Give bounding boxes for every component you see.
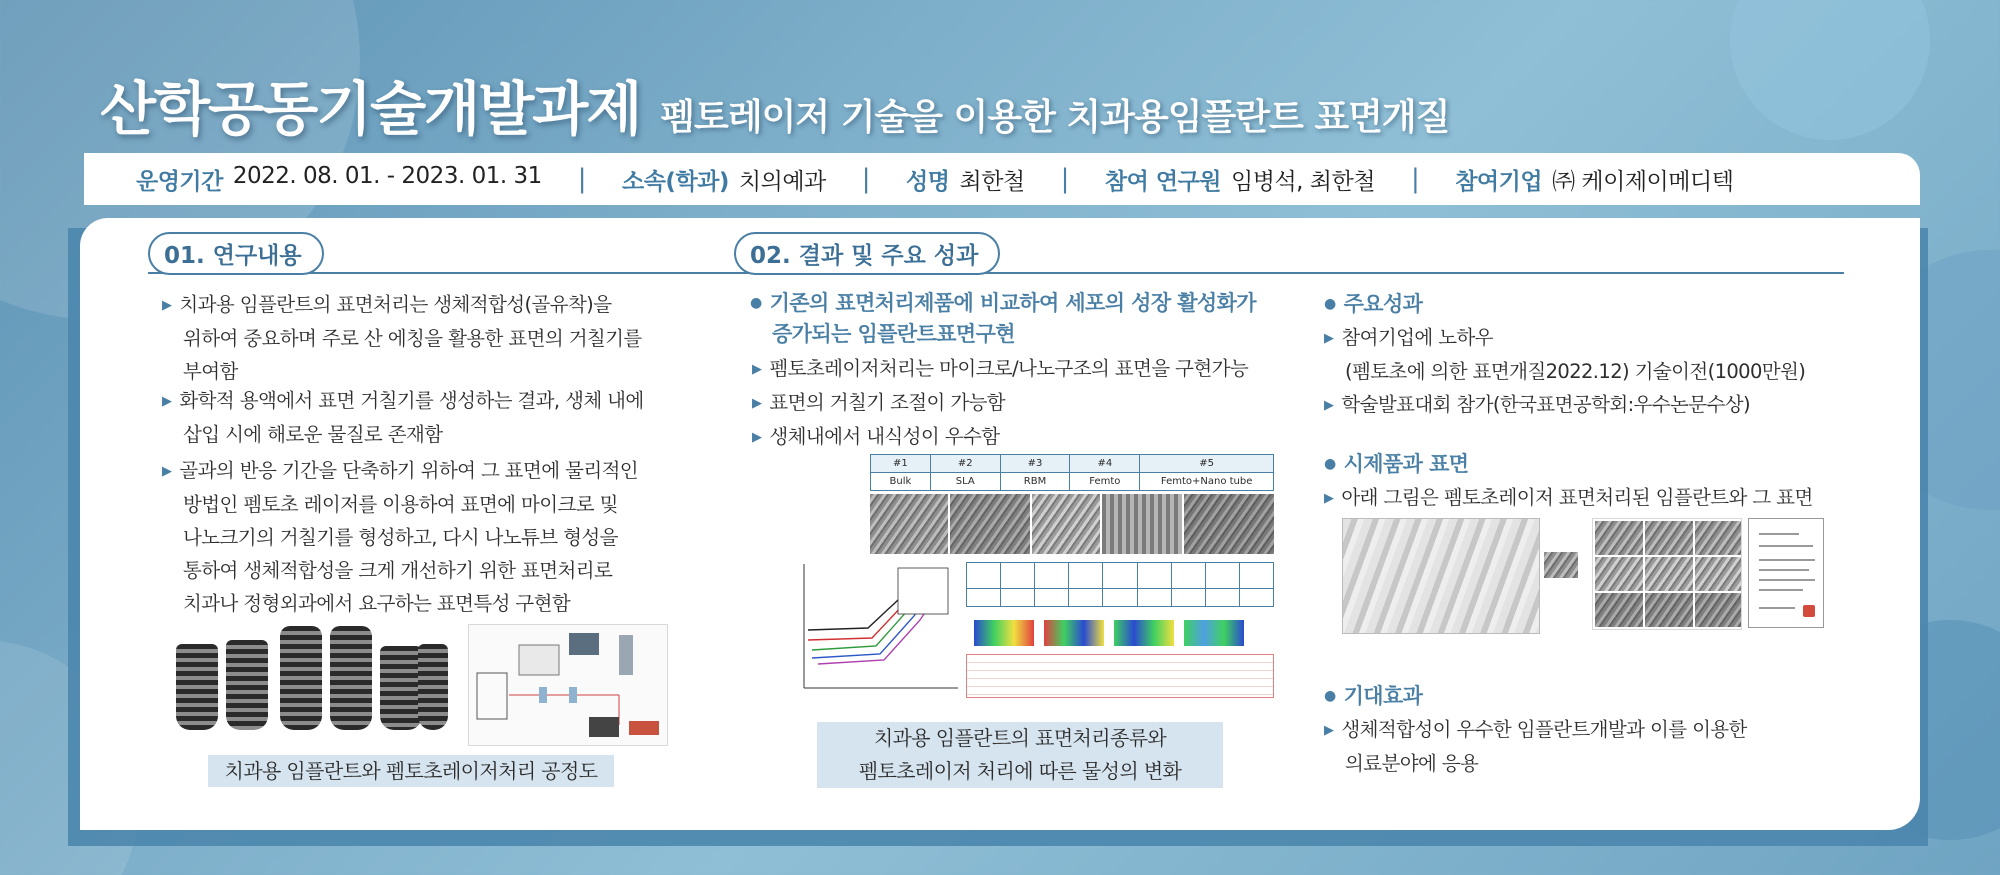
sample-label: Femto (1070, 473, 1140, 491)
info-divider: | (1060, 164, 1069, 194)
bullet-line: 위하여 중요하며 주로 산 에칭을 활용한 표면의 거칠기를 (183, 327, 642, 350)
project-info-bar (84, 153, 1920, 205)
info-value: ㈜ 케이제이메디텍 (1552, 168, 1734, 195)
sem-image (1595, 593, 1643, 627)
triangle-bullet-icon: ▶ (1324, 398, 1334, 413)
bullet-line: 표면의 거칠기 조절이 가능함 (769, 391, 1006, 414)
info-key: 참여기업 (1455, 168, 1543, 195)
info-company (1455, 163, 1733, 196)
bullet-line: 학술발표대회 참가(한국표면공학회:우수논문수상) (1341, 393, 1750, 416)
figure-caption (817, 722, 1223, 788)
triangle-bullet-icon: ▶ (1324, 723, 1334, 738)
bullet-line: 화학적 용액에서 표면 거칠기를 생성하는 결과, 생체 내에 (179, 389, 644, 412)
sem-image (1032, 494, 1100, 554)
triangle-bullet-icon: ▶ (1324, 491, 1334, 506)
info-value: 최한철 (959, 168, 1025, 195)
surface-treatment-figure (788, 454, 1274, 702)
implant-image (176, 644, 218, 730)
bullet-line: 방법인 펨토초 레이저를 이용하여 표면에 마이크로 및 (183, 493, 618, 516)
subsection-heading: 주요성과 (1343, 292, 1423, 316)
bullet-line: 치과용 임플란트의 표면처리는 생체적합성(골유착)을 (179, 293, 612, 316)
sample-label: Bulk (871, 473, 931, 491)
triangle-bullet-icon: ▶ (752, 430, 762, 445)
prototype-section (1324, 448, 1864, 515)
triangle-bullet-icon: ▶ (162, 464, 172, 479)
info-period (136, 163, 542, 196)
sem-image (1184, 494, 1274, 554)
bullet-line: 치과나 정형외과에서 요구하는 표면특성 구현함 (183, 592, 571, 615)
bullet-line: 참여기업에 노하우 (1341, 326, 1493, 349)
bullet-line: (펨토초에 의한 표면개질2022.12) 기술이전(1000만원) (1345, 360, 1806, 383)
results-lead (750, 288, 1310, 349)
research-bullet (162, 288, 722, 388)
surface-map (974, 620, 1034, 646)
seal-stamp (1803, 605, 1815, 617)
info-key: 소속(학과) (622, 168, 729, 195)
content-panel (80, 218, 1920, 830)
info-key: 참여 연구원 (1104, 168, 1222, 195)
section-title: 01. 연구내용 (148, 232, 324, 275)
bullet-line: 생체내에서 내식성이 우수함 (769, 425, 1000, 448)
section-title: 02. 결과 및 주요 성과 (734, 232, 1000, 275)
research-bullet (162, 384, 722, 451)
bullet-line: 통하여 생체적합성을 크게 개선하기 위한 표면처리로 (183, 559, 613, 582)
research-bullet (162, 454, 722, 620)
bullet-line: 부여함 (183, 360, 238, 383)
surface-sem-grid (1592, 518, 1742, 630)
sample-label: RBM (1000, 473, 1070, 491)
bg-decoration (1730, 0, 1930, 140)
roughness-table (966, 562, 1274, 607)
info-value: 2022. 08. 01. - 2023. 01. 31 (232, 162, 542, 189)
section-header-results (734, 232, 1844, 274)
caption-line: 치과용 임플란트의 표면처리종류와 (873, 726, 1167, 750)
sem-image (1645, 593, 1693, 627)
sem-image (950, 494, 1030, 554)
bullet-line: 생체적합성이 우수한 임플란트개발과 이를 이용한 (1341, 718, 1747, 741)
figure-caption: 치과용 임플란트와 펨토초레이저처리 공정도 (208, 755, 614, 787)
info-value: 임병석, 최한철 (1231, 168, 1375, 195)
results-bullets (752, 352, 1312, 454)
info-divider: | (1410, 164, 1420, 194)
triangle-bullet-icon: ▶ (162, 298, 172, 313)
caption-line: 펨토초레이저 처리에 따른 물성의 변화 (858, 759, 1182, 783)
sem-image (1695, 593, 1741, 627)
lead-line: 증가되는 임플란트표면구현 (772, 322, 1015, 346)
laser-process-diagram (468, 624, 668, 746)
sem-image (1102, 494, 1182, 554)
key-results (1324, 288, 1844, 422)
subsection-heading: 시제품과 표면 (1343, 452, 1469, 476)
page-subtitle: 펨토레이저 기술을 이용한 치과용임플란트 표면개질 (660, 97, 1450, 138)
surface-image-small (1544, 518, 1580, 588)
bullet-line: 골과의 반응 기간을 단축하기 위하여 그 표면에 물리적인 (179, 459, 639, 482)
lead-line: 기존의 표면처리제품에 비교하여 세포의 성장 활성화가 (769, 291, 1256, 315)
info-department (622, 163, 826, 196)
info-value: 치의예과 (738, 168, 826, 195)
triangle-bullet-icon: ▶ (1324, 331, 1334, 346)
dot-bullet-icon: ● (1324, 296, 1336, 312)
implant-image (330, 626, 372, 730)
sem-image (1544, 552, 1578, 578)
property-table (966, 654, 1274, 698)
implant-image (418, 644, 448, 730)
bullet-line: 아래 그림은 펨토초레이저 표면처리된 임플란트와 그 표면 (1341, 486, 1813, 509)
sem-image (1595, 521, 1643, 555)
subsection-heading: 기대효과 (1343, 684, 1423, 708)
implant-image (280, 626, 322, 730)
info-name (906, 163, 1025, 196)
implant-photo (168, 624, 450, 744)
sem-image (1695, 557, 1741, 591)
sample-table (870, 454, 1274, 491)
award-certificate (1748, 518, 1824, 628)
dot-bullet-icon: ● (1324, 688, 1336, 704)
info-researchers (1105, 163, 1375, 196)
info-key: 운영기간 (136, 168, 223, 195)
sample-id: #1 (871, 455, 931, 473)
sem-image (1645, 521, 1693, 555)
polarization-plot (788, 560, 960, 700)
page-header (100, 62, 1450, 146)
sample-label: Femto+Nano tube (1140, 473, 1274, 491)
sem-image (1595, 557, 1643, 591)
sample-label: SLA (930, 473, 1000, 491)
bullet-line: 의료분야에 응용 (1345, 752, 1479, 775)
info-key: 성명 (906, 168, 950, 195)
surface-map (1114, 620, 1174, 646)
triangle-bullet-icon: ▶ (162, 394, 172, 409)
sem-image (1695, 521, 1741, 555)
surface-map (1044, 620, 1104, 646)
triangle-bullet-icon: ▶ (752, 362, 762, 377)
page-title: 산학공동기술개발과제 (100, 75, 641, 143)
info-divider: | (861, 164, 871, 194)
sem-image (1645, 557, 1693, 591)
section-header-research (148, 232, 798, 274)
sample-id: #5 (1140, 455, 1274, 473)
dot-bullet-icon: ● (750, 295, 762, 311)
sample-id: #4 (1070, 455, 1140, 473)
prototype-photo (1342, 518, 1540, 634)
info-divider: | (577, 164, 586, 194)
process-diagram-svg (469, 625, 668, 746)
expected-effects (1324, 680, 1864, 780)
implant-image (380, 646, 422, 730)
sem-image (870, 494, 948, 554)
bullet-line: 나노크기의 거칠기를 형성하고, 다시 나노튜브 형성을 (183, 526, 618, 549)
sample-id: #3 (1000, 455, 1070, 473)
surface-map (1184, 620, 1244, 646)
bullet-line: 펨토초레이저처리는 마이크로/나노구조의 표면을 구현가능 (769, 357, 1249, 380)
dot-bullet-icon: ● (1324, 456, 1336, 472)
implant-image (226, 640, 268, 730)
triangle-bullet-icon: ▶ (752, 396, 762, 411)
sample-id: #2 (930, 455, 1000, 473)
bullet-line: 삽입 시에 해로운 물질로 존재함 (183, 423, 443, 446)
